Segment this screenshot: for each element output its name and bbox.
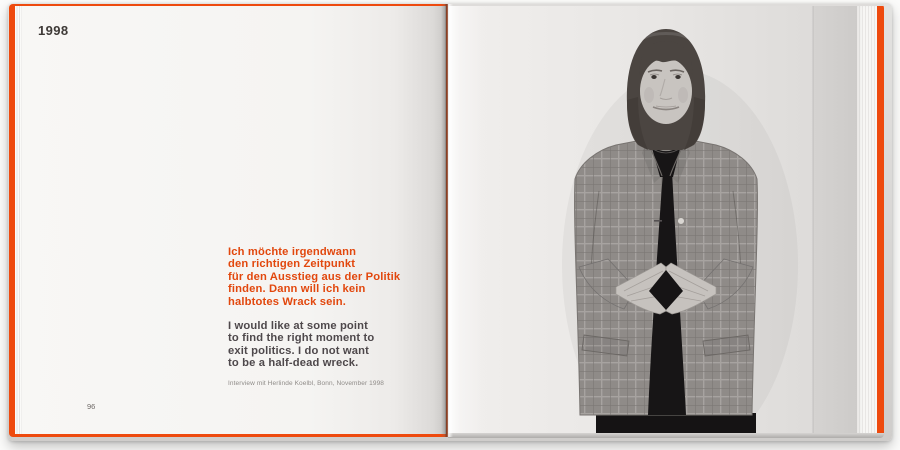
- quote-line: exit politics. I do not want: [228, 344, 369, 357]
- left-page: [15, 6, 446, 434]
- page-fore-edge-right: [857, 5, 877, 435]
- quote-line: to be a half-dead wreck.: [228, 357, 359, 370]
- right-page: [448, 5, 877, 435]
- quote-german: [228, 246, 400, 308]
- jacket-button: [678, 218, 685, 225]
- quote-english: [228, 320, 374, 370]
- portrait-photo: [448, 5, 857, 435]
- photo-caption: Interview mit Herlinde Koelbl, Bonn, November 1998: [228, 380, 385, 387]
- quote-line: den richtigen Zeitpunkt: [228, 258, 356, 271]
- quote-line: I would like at some point: [228, 320, 369, 332]
- quote-line: halbtotes Wrack sein.: [228, 295, 346, 308]
- page-stack-top-edge: [448, 4, 884, 6]
- year-label: 1998: [38, 23, 69, 38]
- portrait-photo-graphic: [448, 5, 857, 435]
- page-stack-bottom-edge: [448, 433, 884, 438]
- page-number: 96: [87, 402, 96, 411]
- quote-line: to find the right moment to: [228, 332, 375, 345]
- quote-line: finden. Dann will ich kein: [228, 283, 366, 296]
- page-fore-edge-left: [15, 6, 22, 434]
- quote-line: für den Ausstieg aus der Politik: [228, 270, 401, 283]
- quote-line: Ich möchte irgendwann: [228, 246, 357, 258]
